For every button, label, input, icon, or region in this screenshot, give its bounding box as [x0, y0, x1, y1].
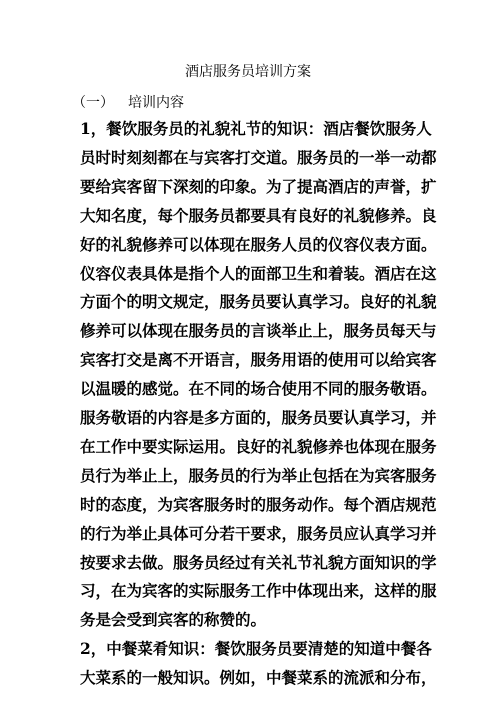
body-text-line: 员行为举止上，服务员的行为举止包括在为宾客服务 — [80, 465, 437, 485]
body-text-line: 员时时刻刻都在与宾客打交道。服务员的一举一动都 — [80, 147, 437, 167]
body-text-line: 1，餐饮服务员的礼貌礼节的知识：酒店餐饮服务人 — [80, 119, 432, 138]
body-text-line: 好的礼貌修养可以体现在服务人员的仪容仪表方面。 — [80, 234, 437, 254]
body-text-line: 时的态度，为宾客服务时的服务动作。每个酒店规范 — [80, 494, 437, 514]
body-text-line: 以温暖的感觉。在不同的场合使用不同的服务敬语。 — [80, 379, 437, 399]
section-number: （一） — [72, 95, 114, 111]
body-text-line: 按要求去做。服务员经过有关礼节礼貌方面知识的学 — [80, 552, 437, 572]
body-text-line: 务是会受到宾客的称赞的。 — [80, 610, 267, 630]
body-text-line: 大菜系的一般知识。例如，中餐菜系的流派和分布， — [80, 668, 437, 688]
body-text-line: 要给宾客留下深刻的印象。为了提高酒店的声誉，扩 — [80, 176, 437, 196]
body-text-line: 仪容仪表具体是指个人的面部卫生和着装。酒店在这 — [80, 263, 437, 283]
body-text-line: 大知名度，每个服务员都要具有良好的礼貌修养。良 — [80, 205, 437, 225]
document-title: 酒店服务员培训方案 — [185, 64, 311, 80]
body-text-line: 的行为举止具体可分若干要求，服务员应认真学习并 — [80, 523, 437, 543]
body-text-line: 宾客打交是离不开语言，服务用语的使用可以给宾客 — [80, 350, 437, 370]
body-text-line: 方面个的明文规定，服务员要认真学习。良好的礼貌 — [80, 292, 437, 312]
body-text-line: 习，在为宾客的实际服务工作中体现出来，这样的服 — [80, 581, 437, 601]
body-text-line: 修养可以体现在服务员的言谈举止上，服务员每天与 — [80, 321, 437, 341]
section-heading — [72, 93, 184, 113]
section-heading-text: 培训内容 — [128, 95, 184, 111]
body-text-line: 2，中餐菜肴知识：餐饮服务员要清楚的知道中餐各 — [80, 639, 432, 659]
body-text-line: 在工作中要实际运用。良好的礼貌修养也体现在服务 — [80, 436, 437, 456]
body-text-line: 服务敬语的内容是多方面的，服务员要认真学习，并 — [80, 408, 437, 427]
